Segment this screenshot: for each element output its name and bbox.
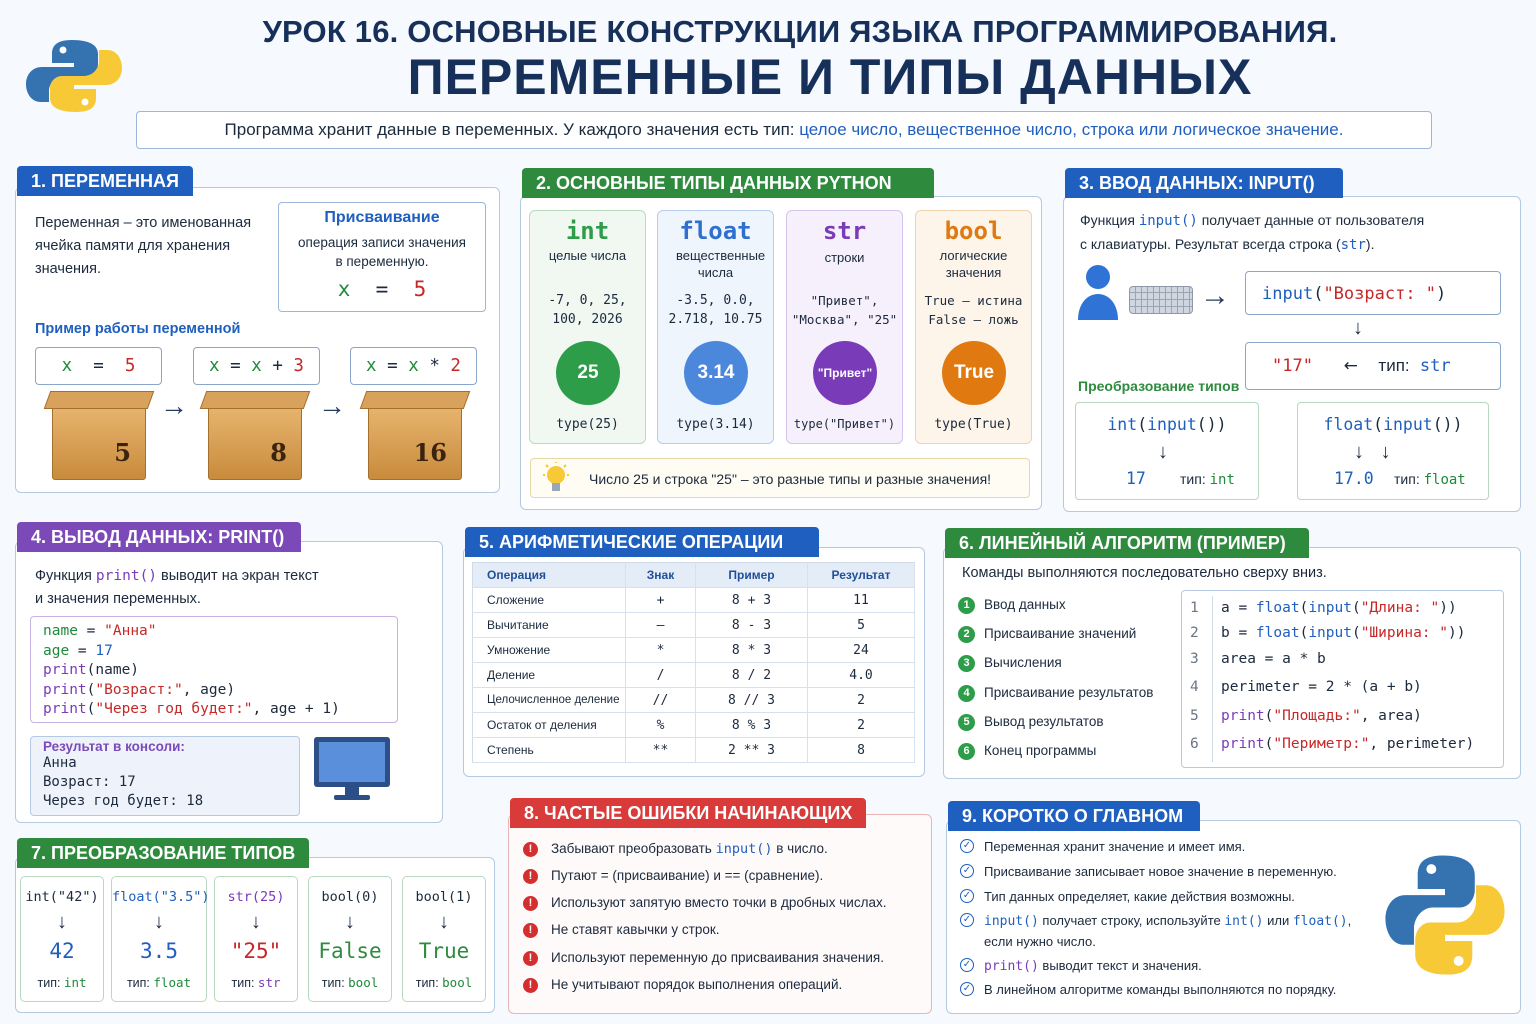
code-gutter [1212,596,1213,762]
arrow-right-icon: → [160,390,188,421]
monitor-icon [312,735,392,803]
section-arithmetic-header: 5. АРИФМЕТИЧЕСКИЕ ОПЕРАЦИИ [465,527,819,557]
check-icon: ✓ [960,913,974,927]
python-logo-icon [1378,852,1512,978]
table-row: Остаток от деления % 8 % 3 2 [473,713,915,738]
check-icon: ✓ [960,839,974,853]
memory-box-1: 5 [52,404,146,480]
assignment-title: Присваивание [324,209,440,226]
conversion-card: str(25) ↓ "25" тип: str [214,876,298,1002]
conversion-card: bool(1) ↓ True тип: bool [402,876,486,1002]
check-icon: ✓ [960,889,974,903]
table-row: Сложение + 8 + 3 11 [473,588,915,613]
conversion-card: bool(0) ↓ False тип: bool [308,876,392,1002]
section-print-header: 4. ВЫВОД ДАННЫХ: PRINT() [17,522,301,552]
error-icon: ! [523,951,538,966]
arrow-right-icon: → [318,390,346,421]
arithmetic-table [472,562,915,763]
table-row: Умножение * 8 * 3 24 [473,638,915,663]
assignment-card [278,202,486,312]
conv-int-card: int(input()) ↓ 17 тип: int [1075,402,1259,500]
variable-definition: Переменная – это именованная ячейка памяти для хранения значения. [35,215,252,277]
print-desc: Функция print() выводит на экран текст и значения переменных. [35,568,319,607]
section-variable-header: 1. ПЕРЕМЕННАЯ [17,166,193,196]
section-linear-algorithm-header: 6. ЛИНЕЙНЫЙ АЛГОРИТМ (ПРИМЕР) [945,528,1309,558]
console-output: Результат в консоли: Анна Возраст: 17 Через год будет: 18 [30,736,300,816]
keyboard-icon [1129,286,1193,314]
types-note: Число 25 и строка "25" – это разные типы и разные значения! [530,458,1030,498]
page-title-line1: УРОК 16. ОСНОВНЫЕ КОНСТРУКЦИИ ЯЗЫКА ПРОГРАММИРОВАНИЯ. [262,14,1338,49]
table-header-row: Операция Знак Пример Результат [473,563,915,588]
section-common-errors-header: 8. ЧАСТЫЕ ОШИБКИ НАЧИНАЮЩИХ [510,798,866,828]
summary-item-cont: если нужно число. [984,934,1096,949]
page-title-line2: ПЕРЕМЕННЫЕ И ТИПЫ ДАННЫХ [407,49,1253,105]
table-row: Степень ** 2 ** 3 8 [473,738,915,763]
section-type-conversion-header: 7. ПРЕОБРАЗОВАНИЕ ТИПОВ [17,838,309,868]
check-icon: ✓ [960,864,974,878]
value-circle: "Привет" [813,341,877,405]
error-icon: ! [523,978,538,993]
assignment-desc: операция записи значения в переменную. [298,235,466,269]
type-card-str: str строки "Привет", "Москва", "25" "Привет" type("Привет") [786,210,903,444]
memory-box-3: 16 [368,404,462,480]
error-icon: ! [523,923,538,938]
arrow-right-icon: → [1200,279,1230,312]
error-icon: ! [523,896,538,911]
table-row: Вычитание – 8 - 3 5 [473,613,915,638]
arrow-down-icon: ↓ [1353,317,1363,339]
subtitle-plain: Программа хранит данные в переменных. У каждого значения есть тип: [224,120,800,139]
input-code: input("Возраст: ") [1245,271,1501,315]
lightbulb-icon [543,462,569,496]
conversion-card: float("3.5") ↓ 3.5 тип: float [111,876,207,1002]
input-result: "17" ← тип: str [1245,342,1501,390]
conversion-card: int("42") ↓ 42 тип: int [20,876,104,1002]
section-input-header: 3. ВВОД ДАННЫХ: INPUT() [1065,168,1343,198]
conv-float-card: float(input()) ↓ ↓ 17.0 тип: float [1297,402,1489,500]
user-icon [1076,264,1120,320]
step-code-3: x = x * 2 [350,347,477,385]
step-code-1: x = 5 [35,347,162,385]
check-icon: ✓ [960,982,974,996]
type-conversion-title: Преобразование типов [1078,378,1240,394]
check-icon: ✓ [960,958,974,972]
memory-box-2: 8 [208,404,302,480]
table-row: Целочисленное деление // 8 // 3 2 [473,688,915,713]
type-card-int: int целые числа -7, 0, 25, 100, 2026 25 type(25) [529,210,646,444]
step-code-2: x = x + 3 [193,347,320,385]
error-icon: ! [523,842,538,857]
subtitle [136,111,1432,149]
table-row: Деление / 8 / 2 4.0 [473,663,915,688]
subtitle-types: целое число, вещественное число, строка или логическое значение. [799,120,1344,139]
value-circle: True [942,341,1006,405]
value-circle: 25 [556,341,620,405]
assignment-code: x = 5 [337,277,427,301]
example-title: Пример работы переменной [35,321,241,337]
section-summary-header: 9. КОРОТКО О ГЛАВНОМ [948,801,1200,831]
type-card-bool: bool логические значения True – истина False – ложь True type(True) [915,210,1032,444]
algorithm-desc: Команды выполняются последовательно сверху вниз. [962,565,1327,581]
input-desc: Функция input() получает данные от пользователя с клавиатуры. Результат всегда строка (str). [1080,212,1425,253]
type-card-float: float вещественные числа -3.5, 0.0, 2.718, 10.75 3.14 type(3.14) [657,210,774,444]
error-icon: ! [523,869,538,884]
value-circle: 3.14 [684,341,748,405]
section-data-types-header: 2. ОСНОВНЫЕ ТИПЫ ДАННЫХ PYTHON [522,168,934,198]
print-code-block: name = "Анна" age = 17 print(name) print("Возраст:", age) print("Через год будет:", age + 1) [30,616,398,723]
